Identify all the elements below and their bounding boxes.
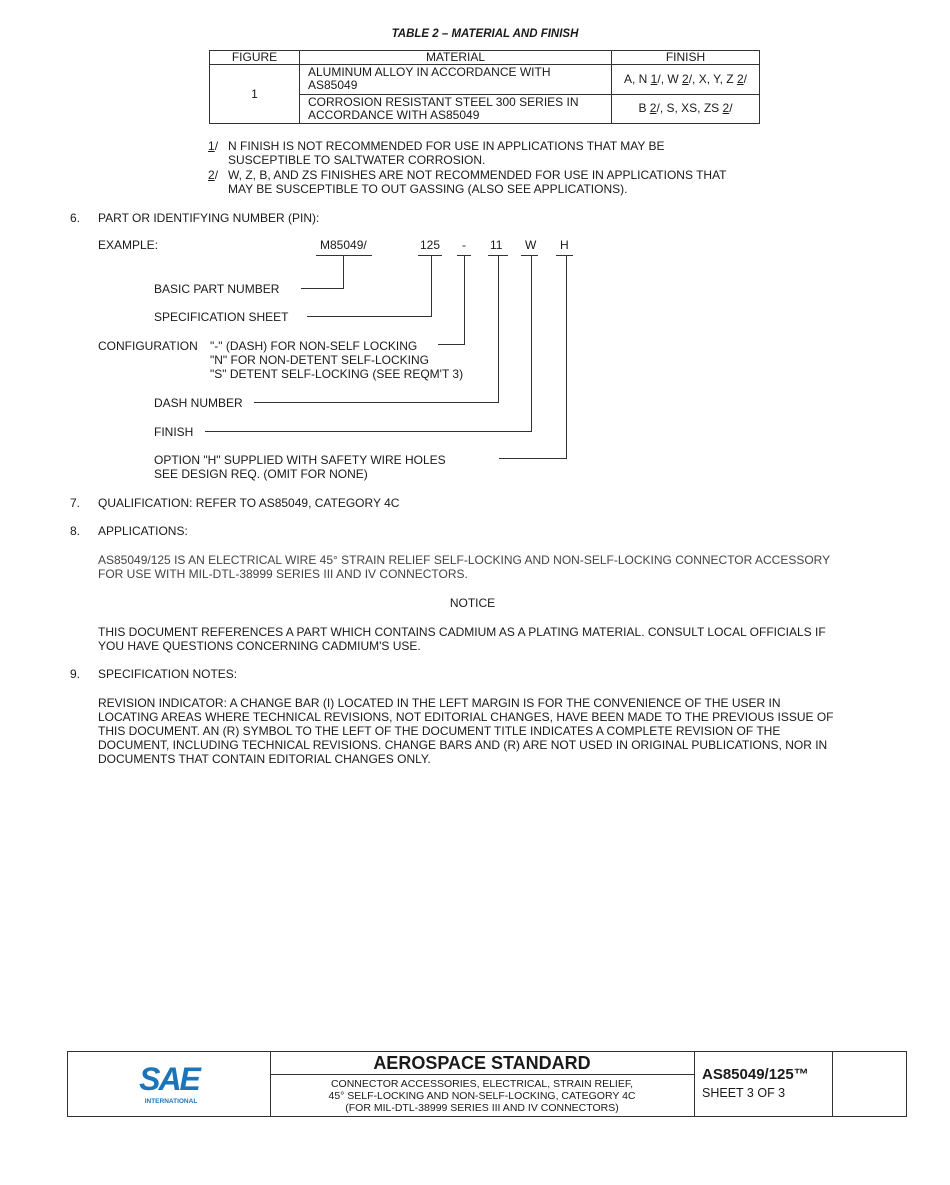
applications-text: FOR USE WITH MIL-DTL-38999 SERIES III AND IV CONNECTORS. [98, 567, 468, 581]
section-number: 6. [70, 211, 81, 225]
document-number: AS85049/125™ [702, 1066, 809, 1083]
material-cell [300, 65, 612, 94]
spec-sheet-label: SPECIFICATION SHEET [154, 310, 289, 324]
table-note-2 [208, 168, 218, 182]
standard-desc-line: 45° SELF-LOCKING AND NON-SELF-LOCKING, CATEGORY 4C [328, 1090, 636, 1102]
standard-cell [270, 1052, 695, 1116]
note-text: N FINISH IS NOT RECOMMENDED FOR USE IN APPLICATIONS THAT MAY BE [228, 139, 665, 153]
note-ref: 2 [722, 101, 730, 116]
header-figure: FIGURE [210, 51, 300, 65]
dash-number-label: DASH NUMBER [154, 396, 243, 410]
table-title: TABLE 2 – MATERIAL AND FINISH [391, 28, 579, 40]
note-ref: 2 [649, 101, 657, 116]
table-header-row [210, 51, 760, 65]
pin-underline [556, 255, 573, 256]
leader-line [205, 431, 532, 432]
table-note-1 [208, 139, 218, 153]
qualification-text: QUALIFICATION: REFER TO AS85049, CATEGORY 4C [98, 496, 400, 510]
pin-underline [316, 255, 372, 256]
logo-letters: SAE [139, 1061, 199, 1097]
revision-cell [832, 1052, 906, 1116]
leader-line [464, 256, 465, 345]
section-title: PART OR IDENTIFYING NUMBER (PIN): [98, 211, 320, 225]
finish-text: /, W [657, 71, 683, 86]
note-number: 2 [208, 168, 215, 182]
spec-note-line: DOCUMENT, INCLUDING TECHNICAL REVISIONS. CHANGE BARS AND (R) ARE NOT USED IN ORIGINAL PUBLICATIONS, NOR IN [98, 738, 828, 752]
leader-line [498, 256, 499, 403]
material-line: ALUMINUM ALLOY IN ACCORDANCE WITH [308, 65, 551, 80]
spec-note-line: REVISION INDICATOR: A CHANGE BAR (I) LOCATED IN THE LEFT MARGIN IS FOR THE CONVENIENCE OF THE USER IN [98, 696, 781, 710]
material-line: ACCORDANCE WITH AS85049 [308, 107, 480, 122]
finish-text: A, N [624, 71, 651, 86]
leader-line [343, 256, 344, 288]
header-finish: FINISH [612, 51, 760, 65]
spec-note-line: LOCATING AREAS WHERE TECHNICAL REVISIONS, NOT EDITORIAL CHANGES, HAVE BEEN MADE TO THE PREVIOUS ISSUE OF [98, 710, 834, 724]
finish-text: /, S, XS, ZS [656, 101, 723, 116]
leader-line [438, 344, 465, 345]
section-number: 7. [70, 496, 81, 510]
pin-part-dash: 11 [490, 238, 503, 252]
basic-part-label: BASIC PART NUMBER [154, 282, 280, 296]
pin-part-sheet: 125 [420, 238, 441, 252]
section-number: 9. [70, 667, 81, 681]
standard-desc-line: CONNECTOR ACCESSORIES, ELECTRICAL, STRAIN RELIEF, [330, 1078, 634, 1090]
sheet-number: SHEET 3 OF 3 [702, 1086, 786, 1100]
header-material: MATERIAL [300, 51, 612, 65]
table-row [210, 65, 760, 94]
pin-underline [418, 255, 442, 256]
leader-line [431, 256, 432, 317]
note-slash: / [214, 168, 219, 182]
title-block [67, 1051, 907, 1117]
leader-line [566, 256, 567, 459]
config-line: "N" FOR NON-DETENT SELF-LOCKING [210, 353, 429, 367]
note-ref: 1 [650, 71, 658, 86]
logo-subtext: INTERNATIONAL [144, 1098, 198, 1105]
finish-cell [612, 94, 760, 123]
config-line: "S" DETENT SELF-LOCKING (SEE REQM'T 3) [210, 367, 464, 381]
standard-title: AEROSPACE STANDARD [270, 1052, 694, 1075]
figure-cell: 1 [210, 65, 300, 124]
pin-part-option: H [560, 238, 569, 252]
pin-part-finish: W [525, 238, 537, 252]
standard-desc-line: (FOR MIL-DTL-38999 SERIES III AND IV CONNECTORS) [345, 1102, 619, 1114]
note-text: MAY BE SUSCEPTIBLE TO OUT GASSING (ALSO SEE APPLICATIONS). [228, 182, 628, 196]
note-slash: / [214, 139, 219, 153]
option-line: SEE DESIGN REQ. (OMIT FOR NONE) [154, 467, 368, 481]
config-line: "-" (DASH) FOR NON-SELF LOCKING [210, 339, 418, 353]
logo-cell [68, 1052, 271, 1116]
finish-text: / [743, 71, 747, 86]
pin-underline [521, 255, 538, 256]
leader-line [499, 458, 567, 459]
material-line: CORROSION RESISTANT STEEL 300 SERIES IN [308, 94, 579, 109]
example-label: EXAMPLE: [98, 238, 159, 252]
notice-text: YOU HAVE QUESTIONS CONCERNING CADMIUM'S USE. [98, 639, 421, 653]
spec-note-line: THIS DOCUMENT. AN (R) SYMBOL TO THE LEFT OF THE DOCUMENT TITLE INDICATES A COMPLETE REVISION OF THE [98, 724, 781, 738]
material-line: AS85049 [308, 78, 358, 93]
material-finish-table [209, 50, 760, 124]
notice-heading: NOTICE [449, 596, 496, 610]
finish-label: FINISH [154, 425, 194, 439]
section-number: 8. [70, 524, 81, 538]
finish-text: B [638, 101, 650, 116]
finish-text: / [729, 101, 733, 116]
sae-logo [68, 1052, 270, 1116]
note-text: W, Z, B, AND ZS FINISHES ARE NOT RECOMMENDED FOR USE IN APPLICATIONS THAT [228, 168, 727, 182]
finish-text: /, X, Y, Z [688, 71, 737, 86]
pin-part-config: - [462, 238, 466, 252]
leader-line [301, 288, 344, 289]
finish-cell [612, 65, 760, 94]
option-line: OPTION "H" SUPPLIED WITH SAFETY WIRE HOLES [154, 453, 446, 467]
configuration-label: CONFIGURATION [98, 339, 198, 353]
spec-note-line: DOCUMENTS THAT CONTAIN EDITORIAL CHANGES ONLY. [98, 752, 431, 766]
section-title: APPLICATIONS: [98, 524, 188, 538]
notice-text: THIS DOCUMENT REFERENCES A PART WHICH CONTAINS CADMIUM AS A PLATING MATERIAL. CONSULT LOCAL OFFICIALS IF [98, 625, 826, 639]
material-cell [300, 94, 612, 123]
applications-text: AS85049/125 IS AN ELECTRICAL WIRE 45° STRAIN RELIEF SELF-LOCKING AND NON-SELF-LOCKING CONNECTOR ACCESSORY [98, 553, 831, 567]
leader-line [531, 256, 532, 432]
pin-part-basic: M85049/ [320, 238, 367, 252]
section-title: SPECIFICATION NOTES: [98, 667, 238, 681]
note-text: SUSCEPTIBLE TO SALTWATER CORROSION. [228, 153, 486, 167]
note-ref: 2 [736, 71, 744, 86]
leader-line [307, 316, 432, 317]
note-number: 1 [208, 139, 215, 153]
leader-line [254, 402, 499, 403]
note-ref: 2 [682, 71, 689, 86]
doc-number-cell [694, 1052, 833, 1116]
